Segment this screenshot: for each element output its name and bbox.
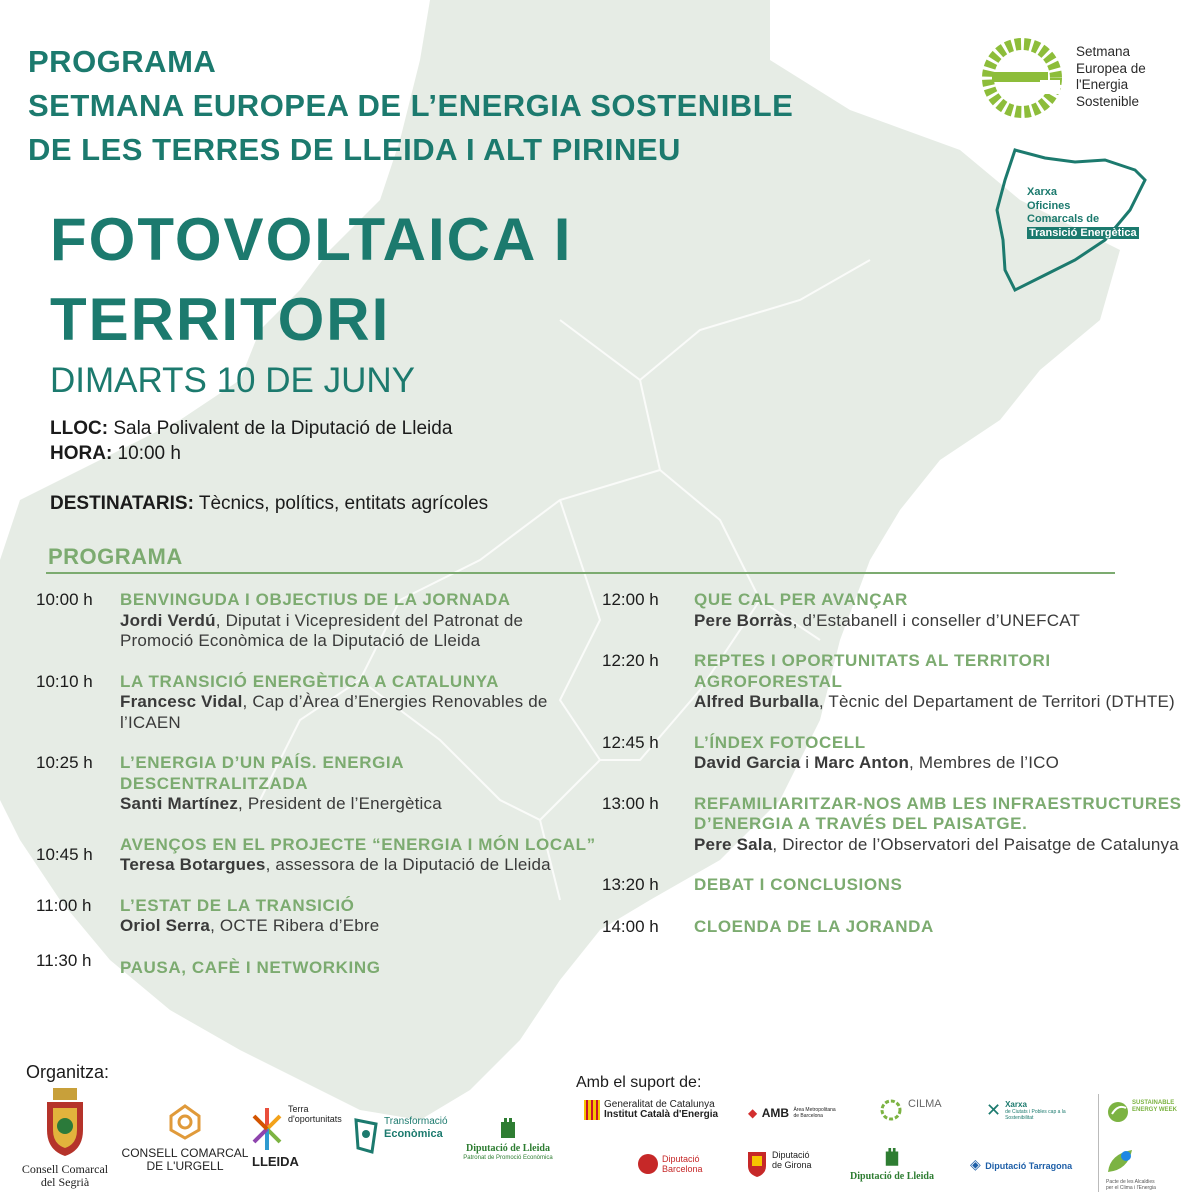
xarxa-ciutats-logo: ✕ Xarxa de Ciutats i Pobles cap a la Sostenibilitat [986, 1100, 1066, 1121]
amb-mark-icon: ◆ [748, 1106, 758, 1120]
xarxa-text: Xarxa Oficines Comarcals de Transició Energètica [1027, 186, 1137, 239]
sustainable-energy-week-logo: SUSTAINABLE ENERGY WEEK [1106, 1100, 1198, 1124]
program-item: 13:20 h DEBAT I CONCLUSIONS [602, 875, 903, 894]
location-line [50, 418, 452, 440]
lleida-rays-icon [252, 1104, 282, 1154]
supporters-divider [1098, 1094, 1099, 1192]
program-column-left [36, 590, 596, 978]
program-item: 11:30 h PAUSA, CAFÈ I NETWORKING [36, 950, 381, 977]
diputacio-barcelona-logo: Diputació Barcelona [638, 1154, 718, 1174]
audience-line [50, 493, 488, 515]
segria-logo: Consell Comarcal del Segrià [20, 1088, 110, 1189]
pacte-leaf-icon [1106, 1148, 1134, 1174]
tarragona-mark-icon: ◈ [970, 1156, 981, 1172]
transformacio-economica-logo: Transformació Econòmica [352, 1116, 452, 1156]
program-item: 12:20 h REPTES I OPORTUNITATS AL TERRITORI AGROFORESTAL Alfred Burballa, Tècnic del Departament de Territori (DTHTE) [602, 651, 1175, 711]
x-mark-icon: ✕ [986, 1100, 1002, 1120]
location-label: LLOC: [50, 418, 109, 439]
event-title-line-1: FOTOVOLTAICA I [50, 206, 573, 273]
event-title-line-2: TERRITORI [50, 286, 391, 353]
castle-icon [884, 1146, 900, 1166]
urgell-knot-icon [165, 1102, 205, 1142]
diputacio-tarragona-logo: ◈ Diputació Tarragona [970, 1156, 1073, 1172]
network-icon [352, 1116, 380, 1156]
lleida-logo: Terra d'oportunitats LLEIDA [252, 1104, 342, 1169]
sees-e-icon [980, 38, 1064, 118]
audience-label: DESTINATARIS: [50, 493, 194, 514]
program-item: 10:25 h L’ENERGIA D’UN PAÍS. ENERGIA DESCENTRALITZADA Santi Martínez, President de l’Energètica [36, 753, 442, 813]
header-line-3: DE LES TERRES DE LLEIDA I ALT PIRINEU [28, 132, 681, 167]
program-item: 14:00 h CLOENDA DE LA JORANDA [602, 916, 934, 936]
header-line-1: PROGRAMA [28, 44, 217, 79]
header-title [28, 40, 793, 172]
program-heading: PROGRAMA [48, 544, 183, 569]
diputacio-lleida-logo: Diputació de Lleida [840, 1146, 944, 1182]
program-item: 10:00 h BENVINGUDA I OBJECTIUS DE LA JORNADA Jordi Verdú, Diputat i Vicepresident del Patronat de Promoció Econòmica de la Diputació de Lleida [36, 590, 524, 650]
event-date: DIMARTS 10 DE JUNY [50, 361, 415, 400]
castle-icon [499, 1116, 517, 1138]
program-item: 12:45 h L’ÍNDEX FOTOCELL David Garcia i Marc Anton, Membres de l’ICO [602, 732, 1060, 772]
header-line-2: SETMANA EUROPEA DE L’ENERGIA SOSTENIBLE [28, 88, 794, 123]
event-title [50, 200, 572, 360]
program-item: 11:00 h L’ESTAT DE LA TRANSICIÓ Oriol Serra, OCTE Ribera d’Ebre [36, 895, 380, 935]
program-item: 10:45 h AVENÇOS EN EL PROJECTE “ENERGIA I MÓN LOCAL” Teresa Botargues, assessora de la Diputació de Lleida [36, 834, 596, 874]
audience-value: Tècnics, polítics, entitats agrícoles [193, 493, 489, 514]
location-value: Sala Polivalent de la Diputació de Lleida [108, 418, 453, 439]
girona-shield-icon [746, 1150, 768, 1178]
program-divider [46, 572, 1115, 574]
urgell-logo: CONSELL COMARCAL DE L'URGELL [120, 1102, 250, 1173]
organizers-label: Organitza: [26, 1062, 110, 1082]
cilma-ring-icon [874, 1098, 908, 1122]
senyera-icon [584, 1100, 600, 1120]
organizers-logos [20, 1088, 560, 1198]
program-item: 13:00 h REFAMILIARITZAR-NOS AMB LES INFRAESTRUCTURES D’ENERGIA A TRAVÉS DEL PAISATGE. Pere Sala, Director de l’Observatori del Paisatge de Catalunya [602, 793, 1182, 854]
diputacio-lleida-ppe-logo: Diputació de Lleida Patronat de Promoció Econòmica [456, 1116, 560, 1162]
time-value: 10:00 h [112, 443, 181, 464]
cilma-logo: CILMA [874, 1098, 950, 1122]
sees-text: Setmana Europea de l'Energia Sostenible [1076, 44, 1146, 109]
dipbcn-mark-icon [638, 1154, 658, 1174]
amb-logo: ◆ AMB Àrea Metropolitana de Barcelona [748, 1106, 836, 1120]
program-item: 12:00 h QUE CAL PER AVANÇAR Pere Borràs, d’Estabanell i conseller d’UNEFCAT [602, 590, 1081, 630]
sees-logo [980, 38, 1170, 118]
xarxa-oficines-logo [985, 140, 1155, 300]
supporters-label: Amb el suport de: [576, 1074, 702, 1091]
pacte-alcaldies-logo: Pacte de les Alcaldies per el Clima i l'Energia [1106, 1148, 1198, 1191]
diputacio-girona-logo: Diputació de Girona [746, 1150, 826, 1178]
program-item: 10:10 h LA TRANSICIÓ ENERGÈTICA A CATALUNYA Francesc Vidal, Cap d’Àrea d’Energies Renovables de l’ICAEN [36, 671, 548, 732]
supporters-logos [570, 1090, 1200, 1200]
time-line [50, 443, 181, 465]
program-column-right [602, 590, 1182, 937]
segria-shield-icon [43, 1088, 87, 1158]
time-label: HORA: [50, 443, 113, 464]
gencat-icaen-logo: Generalitat de Catalunya Institut Català d'Energia [584, 1100, 744, 1120]
sew-leaf-icon [1106, 1100, 1130, 1124]
